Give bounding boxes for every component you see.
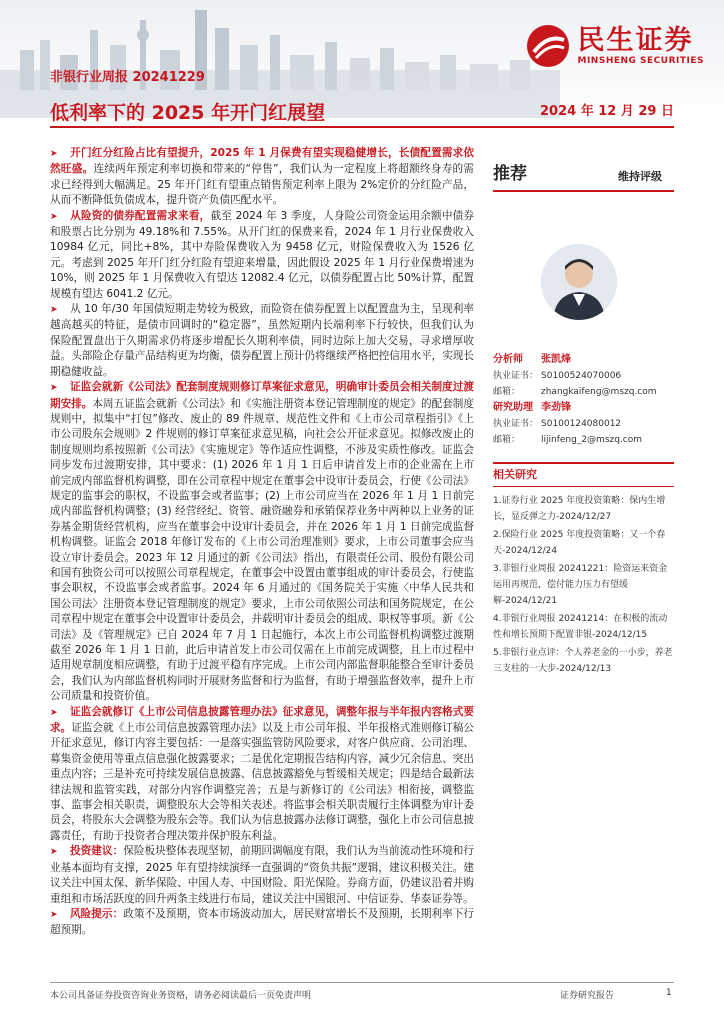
bullet-icon: ➤ xyxy=(50,149,58,159)
bullet-icon: ➤ xyxy=(50,211,58,222)
footer-disclaimer: 本公司具备证券投资咨询业务资格，请务必阅读最后一页免责声明 xyxy=(50,991,312,1001)
logo-chinese-name: 民生证券 xyxy=(577,25,694,56)
related-item[interactable]: 3.非银行业周报 20241221：险资运来资金运用再规范，偿付能力压力有望缓解-2024/12/21 xyxy=(493,564,668,606)
analyst-avatar xyxy=(541,244,617,320)
company-logo xyxy=(526,24,705,68)
minsheng-logo-icon xyxy=(526,24,570,68)
rating-box xyxy=(493,152,674,192)
paragraph-disclosure-rules: ➤ 证监会就修订《上市公司信息披露管理办法》征求意见，调整年报与半年报内容格式要求。证监会就《上市公司信息披露管理办法》以及上市公司年报、半年报格式准则修订稿公开征求意见，修订内容主要包括：一是落实强监管防风险要求，对客户供应商、公司治理、募集资金使用等重点信息强化披露要求；二是优化定期报告结构内容，减少冗余信息、突出重点内容；三是补充可持续发展信息披露、信息披露豁免与暂缓相关规定；四是结合最新法律法规和监管实践，对部分内容作调整完善；五是与新修订的《公司法》相衔接，调整监事、监事会相关职责，调整股东大会等相关表述。将监事会相关职责履行主体调整为审计委员会，将股东大会调整为股东会等。我们认为信息披露办法修订调整，强化上市公司信息披露责任，有助于投资者合理决策并保护股东利益。 xyxy=(50,705,474,842)
rating-label: 推荐 xyxy=(493,164,527,184)
assistant-email[interactable]: lijinfeng_2@mszq.com xyxy=(541,435,643,445)
bullet-icon: ➤ xyxy=(50,847,58,858)
rating-sub-label: 维持评级 xyxy=(618,170,662,183)
report-title: 低利率下的 2025 年开门红展望 xyxy=(50,102,326,124)
main-content xyxy=(50,146,474,939)
related-item[interactable]: 4.非银行业周报 20241214：在积极的流动性和增长预期下配置非银-2024/12/15 xyxy=(493,614,668,640)
bullet-icon: ➤ xyxy=(50,305,58,316)
analyst-info: 分析师 张凯烽 执业证书： S0100524070006 邮箱： zhangkaifeng@mszq.com 研究助理 李劲锋 执业证书： S0100124080012 邮箱： lijinfeng_2@mszq.com xyxy=(493,352,674,448)
analyst-cert: S0100524070006 xyxy=(541,371,622,381)
analyst-email[interactable]: zhangkaifeng@mszq.com xyxy=(541,387,657,397)
bullet-icon: ➤ xyxy=(50,909,58,920)
title-divider xyxy=(50,126,674,128)
assistant-cert: S0100124080012 xyxy=(541,419,622,429)
analyst-name: 张凯烽 xyxy=(541,354,571,365)
report-series-tag: 非银行业周报 20241229 xyxy=(50,70,205,85)
report-date: 2024 年 12 月 29 日 xyxy=(540,104,674,119)
bullet-icon: ➤ xyxy=(50,383,58,394)
paragraph-company-law: ➤ 证监会就新《公司法》配套制度规则修订草案征求意见，明确审计委员会相关制度过渡期安排。本周五证监会就新《公司法》和《实施注册资本登记管理制度的规定》的配套制度规则中，拟集中“打包”修改、废止的 89 件规章、规范性文件和《上市公司章程指引》《上市公司股东会规则》2 件规则的修订草案征求意见稿，向社会公开征求意见。拟修改废止的制度规则均系按照新《公司法》《实施规定》等作适应性调整，不涉及实质性修改。证监会同步发布过渡期安排，其中要求：(1) 2026 年 1 月 1 日后申请首发上市的企业需在上市前完成内部监督机构调整，即在公司章程中规定在董事会中设审计委员会，行使《公司法》规定的监事会的职权，不设监事会或者监事；(2) 上市公司应当在 2026 年 1 月 1 日前完成内部监督机构调整；(3) 经营经纪、资管、融资融券和承销保荐业务中两种以上业务的证券基金期货经营机构，应当在董事会中设审计委员会，并在 2026 年 1 月 1 日前完成监督机构调整。证监会 2018 年修订发布的《上市公司治理准则》要求，上市公司董事会应当设立审计委员会。2023 年 12 月通过的新《公司法》指出，有限责任公司、股份有限公司和国有独资公司可以按照公司章程规定，在董事会中设置由董事组成的审计委员会，行使监事会职权，不设监事会或者监事。2024 年 6 月通过的《国务院关于实施〈中华人民共和国公司法〉注册资本登记管理制度的规定》要求，上市公司依照公司法和国务院规定，在公司章程中规定在董事会中设置审计委员会，并载明审计委员会的组成、职权等事项。新《公司法》及《管理规定》已自 2024 年 7 月 1 日起施行，本次上市公司监督机构调整过渡期截至 2026 年 1 月 1 日前，此后申请首发上市公司仅需在上市前完成调整，且上市过程中适用规章制度相应调整，有助于过渡平稳有序完成。上市公司内部监督职能整合至审计委员会，我们认为内部监督机构同时开展财务监督和行为监督，有助于增强监督效率，提升上市公司质量和投资价值。 xyxy=(50,381,475,703)
assistant-name: 李劲锋 xyxy=(541,402,571,413)
paragraph-treasury-trend: ➤ 从 10 年/30 年国债短期走势较为极致，而险资在债券配置上以配置盘为主，呈现利率越高越买的特征，是债市回调时的“稳定器”，虽然短期内长端利率下行较快，但我们认为保险配置盘出于久期需求仍将逐步增配长久期利率债，同时边际上加大交易，寻求增厚收益。头部险企存量产品结构更为均衡，债券配置上预计仍将继续严格把控信用水平，实现长期稳健收益。 xyxy=(50,303,474,378)
related-research xyxy=(493,462,674,677)
page-number: 1 xyxy=(666,988,672,998)
person-icon xyxy=(541,244,617,320)
footer-rule xyxy=(50,982,674,983)
sidebar xyxy=(493,146,674,679)
logo-english-name: MINSHENG SECURITIES xyxy=(577,56,704,66)
analyst-role: 分析师 xyxy=(493,354,523,365)
related-research-title: 相关研究 xyxy=(493,466,674,487)
footer-doc-type: 证券研究报告 xyxy=(560,991,615,1001)
related-item[interactable]: 2.保险行业 2025 年度投资策略：又一个春天-2024/12/24 xyxy=(493,530,666,556)
paragraph-bond-demand: ➤ 从险资的债券配置需求来看，截至 2024 年 3 季度，人身险公司资金运用余额中债券和股票占比分别为 49.18%和 7.55%。从开门红的保费来看，2024 年 1 月行业保费收入 10984 亿元，同比+8%，其中寿险保费收入为 9458 亿元，财险保费收入为 1526 亿元。考虑到 2025 年开门红分红险有望迎来增量，因此假设 2025 年 1 月行业保费增速为 10%，则 2025 年 1 月保费收入有望达 12082.4 亿元，以债券配置占比 50%计算，配置规模有望达 6041.2 亿元。 xyxy=(50,209,475,300)
paragraph-investment-advice: ➤ 投资建议：保险板块整体表现坚韧，前期回调幅度有限，我们认为当前流动性环境和行业基本面均有支撑，2025 年有望持续演绎一直强调的“资负共振”逻辑，建议积极关注。建议关注中国太保、新华保险、中国人寿、中国财险、阳光保险。券商方面，仍建议沿着并购重组和市场活跃度的回升两条主线进行布局，建议关注中国银河、中信证券、华泰证券等。 xyxy=(50,845,475,905)
related-item[interactable]: 1.证券行业 2025 年度投资策略：保内生增长，显反弹之力-2024/12/27 xyxy=(493,496,666,522)
bullet-icon: ➤ xyxy=(50,707,58,718)
paragraph-risk-warning: ➤ 风险提示：政策不及预期，资本市场波动加大，居民财富增长不及预期，长期利率下行超预期。 xyxy=(50,907,475,937)
assistant-role: 研究助理 xyxy=(493,402,533,413)
related-item[interactable]: 5.非银行业点评：个人养老金的一小步，养老三支柱的一大步-2024/12/13 xyxy=(493,648,673,674)
paragraph-dividend-insurance: ➤ 开门红分红险占比有望提升，2025 年 1 月保费有望实现稳健增长，长债配置需求依然旺盛。连续两年预定利率切换和带来的“停售”，我们认为一定程度上将超额终身寿的需求已经得到大幅满足。25 年开门红有望重点销售预定利率上限为 2%定价的分红险产品，从而不断降低负债成本，提升资产负债匹配水平。 xyxy=(50,147,474,207)
